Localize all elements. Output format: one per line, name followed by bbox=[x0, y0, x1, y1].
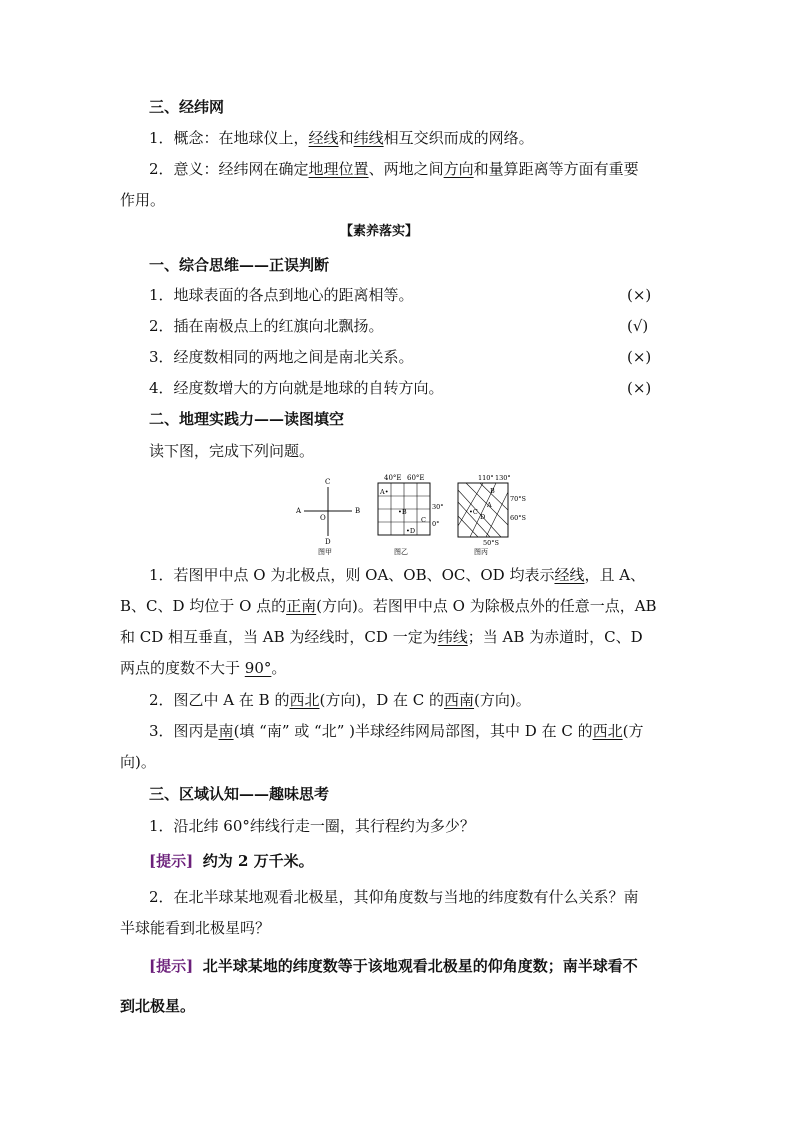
text: (方向)。 bbox=[474, 691, 531, 709]
answer-underline: 经线 bbox=[308, 129, 339, 147]
point-a: A• bbox=[380, 488, 389, 496]
text: 和量算距离等方面有重要 bbox=[473, 160, 639, 178]
text: 和 CD 相互垂直，当 AB 为经线时，CD 一定为 bbox=[120, 628, 438, 646]
q2-line bbox=[149, 689, 531, 711]
part2-intro: 读下图，完成下列问题。 bbox=[149, 442, 315, 460]
point-c: •C bbox=[469, 508, 478, 516]
point-d: •D bbox=[406, 527, 416, 535]
judge-mark: (×) bbox=[627, 286, 652, 304]
text: 。 bbox=[271, 659, 287, 677]
answer-underline: 正南 bbox=[286, 597, 317, 615]
judge-item: 3．经度数相同的两地之间是南北关系。 bbox=[149, 348, 414, 366]
lat-label: 70°S bbox=[510, 495, 526, 503]
figure-jia bbox=[295, 478, 360, 556]
lat-label: 50°S bbox=[483, 539, 499, 547]
part3-heading: 三、区域认知——趣味思考 bbox=[149, 785, 330, 803]
meaning-line-2: 作用。 bbox=[120, 191, 166, 209]
answer-underline: 西南 bbox=[444, 691, 475, 709]
lat-label: 60°S bbox=[510, 514, 526, 522]
part3-tip1 bbox=[149, 850, 314, 872]
figure-bing bbox=[458, 474, 526, 556]
label-b: B bbox=[355, 507, 361, 515]
lon-label: 130° bbox=[495, 474, 511, 482]
judge-item: 1．地球表面的各点到地心的距离相等。 bbox=[149, 286, 414, 304]
text: B、C、D 均位于 O 点的 bbox=[120, 597, 287, 615]
text: (方 bbox=[622, 722, 644, 740]
figure-yi bbox=[378, 474, 444, 556]
answer-underline: 西北 bbox=[592, 722, 623, 740]
tip-label: [提示] bbox=[149, 852, 194, 870]
meaning-line bbox=[149, 158, 639, 180]
judge-mark: (×) bbox=[627, 379, 652, 397]
figure-caption: 图甲 bbox=[318, 548, 332, 556]
q1-line bbox=[149, 564, 645, 586]
text: ；当 AB 为赤道时，C、D bbox=[467, 628, 643, 646]
lat-label: 30° bbox=[432, 503, 444, 511]
label-a: A bbox=[296, 507, 302, 515]
judge-mark: (√) bbox=[627, 317, 649, 335]
part3-q2-line2: 半球能看到北极星吗？ bbox=[120, 919, 271, 937]
figure-caption: 图丙 bbox=[474, 548, 488, 556]
figure-caption: 图乙 bbox=[394, 548, 408, 556]
text: 2．意义：经纬网在确定 bbox=[149, 160, 309, 178]
lon-label: 110° bbox=[478, 474, 494, 482]
answer-underline: 西北 bbox=[289, 691, 320, 709]
text: 3．图丙是 bbox=[149, 722, 219, 740]
figure-group bbox=[290, 470, 530, 556]
text: 2．图乙中 A 在 B 的 bbox=[149, 691, 290, 709]
part3-q2: 2．在北半球某地观看北极星，其仰角度数与当地的纬度数有什么关系？南 bbox=[149, 888, 639, 906]
text: (方向)，D 在 C 的 bbox=[319, 691, 445, 709]
part1-heading: 一、综合思维——正误判断 bbox=[149, 256, 330, 274]
text: ，且 A、 bbox=[584, 566, 646, 584]
tip-text: 北半球某地的纬度数等于该地观看北极星的仰角度数；南半球看不 bbox=[202, 957, 638, 975]
label-c: C bbox=[325, 478, 331, 486]
q1-line bbox=[120, 657, 286, 679]
answer-underline: 地理位置 bbox=[308, 160, 369, 178]
lon-label: 40°E bbox=[384, 474, 402, 482]
q1-line bbox=[120, 626, 643, 648]
label-d: D bbox=[325, 538, 331, 546]
text: (填 “南” 或 “北” )半球经纬网局部图，其中 D 在 C 的 bbox=[233, 722, 593, 740]
text: 1．概念：在地球仪上， bbox=[149, 129, 309, 147]
point-d: D bbox=[480, 513, 486, 521]
practice-title: 【素养落实】 bbox=[340, 224, 419, 239]
label-o: O bbox=[320, 514, 326, 522]
text: 两点的度数不大于 bbox=[120, 659, 245, 677]
part3-tip2 bbox=[149, 955, 638, 977]
text: 相互交织而成的网络。 bbox=[383, 129, 534, 147]
section-heading: 三、经纬网 bbox=[149, 98, 225, 116]
tip-label: [提示] bbox=[149, 957, 194, 975]
point-a: A bbox=[487, 501, 492, 509]
concept-line bbox=[149, 127, 534, 149]
text: 1．若图甲中点 O 为北极点，则 OA、OB、OC、OD 均表示 bbox=[149, 566, 555, 584]
point-b: B bbox=[490, 487, 495, 495]
q3-line bbox=[149, 720, 643, 742]
text: 、两地之间 bbox=[368, 160, 444, 178]
lon-label: 60°E bbox=[407, 474, 425, 482]
q3-line-2: 向)。 bbox=[120, 753, 156, 771]
answer-underline: 南 bbox=[218, 722, 234, 740]
point-b: •B bbox=[398, 508, 407, 516]
q1-line bbox=[120, 595, 657, 617]
judge-mark: (×) bbox=[627, 348, 652, 366]
lat-label: 0° bbox=[432, 520, 440, 528]
text: (方向)。若图甲中点 O 为除极点外的任意一点，AB bbox=[316, 597, 657, 615]
answer-underline: 90° bbox=[244, 659, 272, 677]
part3-tip2-line2: 到北极星。 bbox=[120, 997, 196, 1015]
part3-q1: 1．沿北纬 60°纬线行走一圈，其行程约为多少？ bbox=[149, 817, 475, 835]
judge-item: 2．插在南极点上的红旗向北飘扬。 bbox=[149, 317, 384, 335]
tip-text: 约为 2 万千米。 bbox=[202, 852, 314, 870]
part2-heading: 二、地理实践力——读图填空 bbox=[149, 410, 345, 428]
answer-underline: 纬线 bbox=[353, 129, 384, 147]
answer-underline: 纬线 bbox=[437, 628, 468, 646]
point-c: C bbox=[421, 516, 426, 524]
answer-underline: 方向 bbox=[443, 160, 474, 178]
judge-item: 4．经度数增大的方向就是地球的自转方向。 bbox=[149, 379, 444, 397]
text: 和 bbox=[338, 129, 354, 147]
answer-underline: 经线 bbox=[554, 566, 585, 584]
